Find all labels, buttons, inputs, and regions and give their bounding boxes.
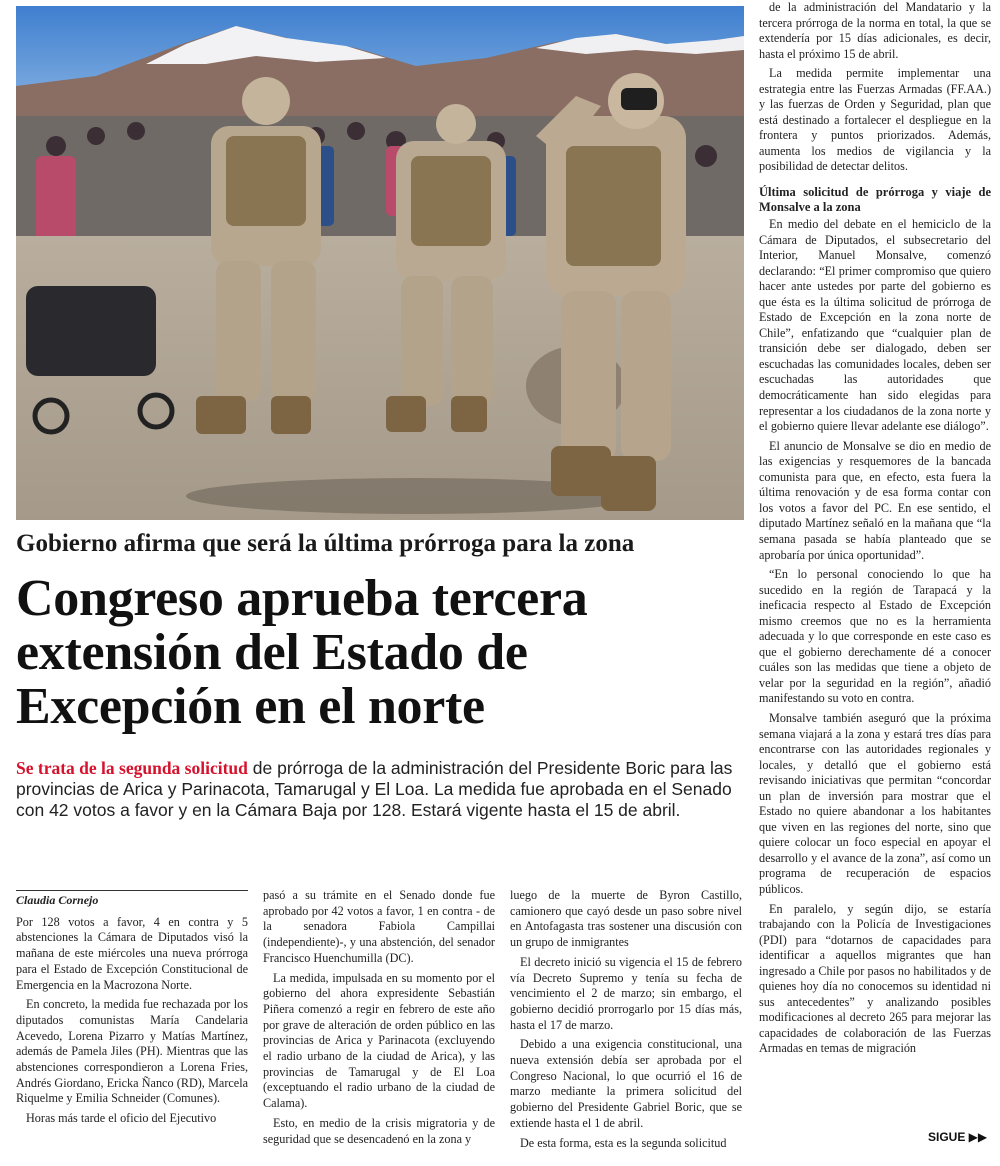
right-paragraph-4: El anuncio de Monsalve se dio en medio de las exigencias y resquemores de la bancada comunista para que, en efecto, esta fuera la última renovación y de esa forma contar con los votos a favor del PC. En ese sentido, el diputado Martínez señaló en la mañana que “la semana pasada se había planteado que se aprobaría por única oportunidad”.: [759, 438, 991, 562]
col1-paragraph-1: Por 128 votos a favor, 4 en contra y 5 abstenciones la Cámara de Diputados visó la mañana de este miércoles una nueva prórroga para el Estado de Excepción Constitucional de Emergencia en la Macrozona Norte.: [16, 914, 248, 992]
col1-paragraph-2: En concreto, la medida fue rechazada por los diputados comunistas María Candelaria Acevedo, Lorena Pizarro y Matías Martínez, además de Pamela Jiles (PH). Mientras que las abstenciones correspondieron a Lorena Fries, Andrés Giordano, Ericka Ñanco (RD), Marcela Riquelme y Emilia Schneider (Comunes).: [16, 997, 248, 1106]
col3-paragraph-3: Debido a una exigencia constitucional, una nueva extensión debía ser aprobada por el Congreso Nacional, lo que ocurrió el 16 de marzo mediante la primera solicitud del gobierno del Presidente Gabriel Boric, que se extiende hasta el 1 de abril.: [510, 1037, 742, 1130]
col2-paragraph-3: Esto, en medio de la crisis migratoria y de seguridad que se desencadenó en la zona y: [263, 1115, 495, 1146]
article-column-right: [759, 0, 991, 1061]
col2-paragraph-1: pasó a su trámite en el Senado donde fue aprobado por 42 votos a favor, 1 en contra - de la senadora Fabiola Campillai (independiente)-, y una abstención, del senador Francisco Huenchumilla (DC).: [263, 888, 495, 965]
article-column-3: [510, 888, 742, 1155]
subheading: Última solicitud de prórroga y viaje de Monsalve a la zona: [759, 185, 991, 215]
soldiers-photo-illustration: [16, 6, 744, 520]
col3-paragraph-1: luego de la muerte de Byron Castillo, camionero que cayó desde un paso sobre nivel en Antofagasta tras sostener una discusión con un grupo de inmigrantes: [510, 888, 742, 950]
lead-text: de prórroga de la administración del Presidente Boric para las provincias de Arica y Parinacota, Tamarugal y El Loa. La medida fue aprobada en el Senado con 42 votos a favor y en la Cámara Baja por 128. Estará vigente hasta el 15 de abril.: [16, 758, 733, 820]
lead-highlight: Se trata de la segunda solicitud: [16, 758, 248, 778]
right-paragraph-3: En medio del debate en el hemiciclo de la Cámara de Diputados, el subsecretario del Interior, Manuel Monsalve, comenzó declarando: “El primer compromiso que quiero hacer ante ustedes por parte del gobierno es que ésta es la última solicitud de prórroga de Estado de Excepción en la zona norte de Chile”, enfatizando que “cualquier plan de transición debe ser dialogado, deben ser escuchadas las comunidades locales, deben ser escuchadas las autoridades que democráticamente han sido elegidas para representar a los ciudadanos de la zona norte y el gobierno quiere llevar adelante ese diálogo”.: [759, 217, 991, 434]
col3-paragraph-4: De esta forma, esta es la segunda solicitud: [520, 1135, 727, 1150]
right-paragraph-1: de la administración del Mandatario y la tercera prórroga de la norma en total, la que se extendería por 15 días adicionales, es decir, hasta el próximo 15 de abril.: [759, 0, 991, 61]
headline-line-2: extensión del Estado de: [16, 624, 528, 681]
col1-paragraph-3: Horas más tarde el oficio del Ejecutivo: [26, 1111, 217, 1126]
lead-paragraph: [16, 758, 744, 821]
right-paragraph-7: En paralelo, y según dijo, se estaría trabajando con la Policía de Investigaciones (PDI) para “dotarnos de capacidades para identificar a aquellos migrantes que han ingresado a Chile por pasos no habilitados y de quienes hoy día no conocemos su identidad ni sus antecedentes” y analizando posibles modificaciones al decreto 265 para mejorar las capacidades de colaboración de las Fuerzas Armadas en temas de migración: [759, 901, 991, 1056]
headline-line-3: Excepción en el norte: [16, 678, 485, 735]
headline: [16, 572, 744, 734]
article-column-1: [16, 890, 248, 1131]
right-paragraph-5: “En lo personal conociendo lo que ha sucedido en la región de Tarapacá y la ineficacia respecto al Estado de Excepción mismo creemos que no es la herramienta adecuada y lo que corresponde en este caso es que el gobierno derechamente dé a conocer cuáles son las medidas que tiene a objeto de velar por la seguridad en la región”, añadió manifestando su voto en contra.: [759, 567, 991, 706]
article-column-2: [263, 888, 495, 1151]
right-paragraph-6: Monsalve también aseguró que la próxima semana viajará a la zona y estará tres días para encontrarse con las autoridades regionales y locales, y detalló que el gobierno está revisando iniciativas que permitan “concordar un plan de inversión para mostrar que el Estado no quiere abandonar a los habitantes que viven en las regiones del norte, sino que quiere colocar un foco especial en apoyar el desarrollo y el avance de la zona”, así como un programa de recuperación de espacios públicos.: [759, 710, 991, 896]
byline: Claudia Cornejo: [16, 890, 248, 909]
news-photo: [16, 6, 744, 520]
right-paragraph-2: La medida permite implementar una estrategia entre las Fuerzas Armadas (FF.AA.) y las fuerzas de Orden y Seguridad, plan que está destinado a fortalecer el despliegue en la frontera y puntos priorizados. Además, aumenta los medios de vigilancia y la posibilidad de detectar delitos.: [759, 66, 991, 174]
col2-paragraph-2: La medida, impulsada en su momento por el gobierno del ahora expresidente Sebastián Piñera comenzó a regir en febrero de este año por grave de alteración de orden público en las provincias de Arica y Parinacota (excluyendo el radio urbano de la ciudad de Arica), y las provincias de Tamarugal y de El Loa (exceptuando el radio urbano de la ciudad de Calama).: [263, 970, 495, 1111]
kicker: Gobierno afirma que será la última prórroga para la zona: [16, 530, 635, 557]
continue-marker: SIGUE ▶▶: [928, 1130, 988, 1144]
headline-line-1: Congreso aprueba tercera: [16, 570, 588, 627]
col3-paragraph-2: El decreto inició su vigencia el 15 de febrero vía Decreto Supremo y tenía su fecha de vencimiento el 2 de marzo; sin embargo, el gobierno decidió prorrogarlo por 15 días más, hasta el 17 de marzo.: [510, 954, 742, 1032]
